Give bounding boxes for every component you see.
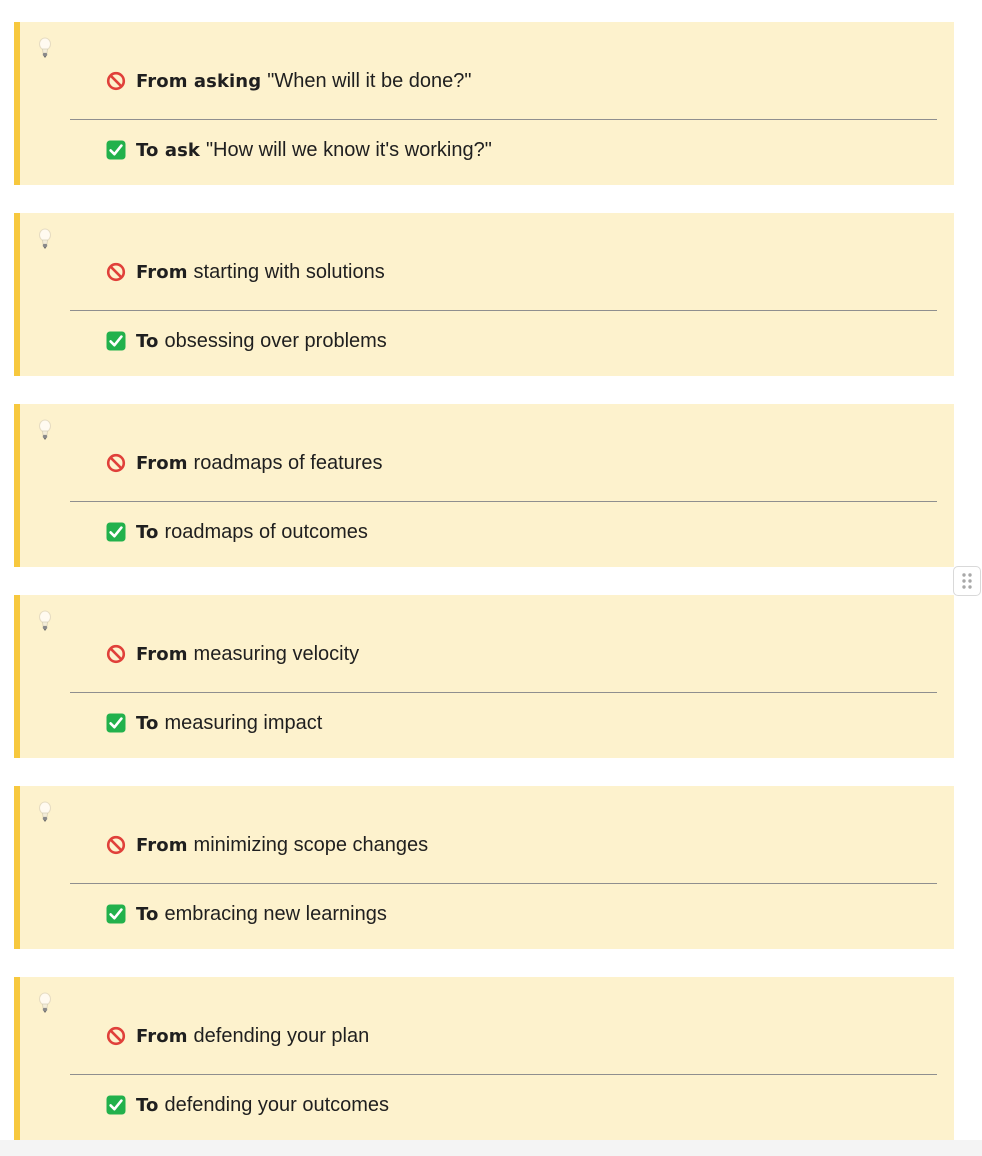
to-keyword: To ask (136, 139, 200, 161)
check-mark-button-icon (106, 522, 126, 542)
from-text: starting with solutions (193, 260, 385, 283)
to-row (106, 327, 387, 355)
to-keyword: To (136, 330, 159, 352)
prohibited-icon (106, 644, 126, 664)
prohibited-icon (106, 262, 126, 282)
to-text: roadmaps of outcomes (164, 520, 368, 543)
to-keyword: To (136, 1094, 159, 1116)
from-row (106, 258, 385, 286)
divider (70, 119, 937, 120)
from-text: "When will it be done?" (267, 69, 472, 92)
to-keyword: To (136, 712, 159, 734)
to-row (106, 709, 322, 737)
from-keyword: From (136, 452, 188, 474)
drag-handle[interactable] (953, 566, 981, 596)
check-mark-button-icon (106, 140, 126, 160)
from-keyword: From (136, 643, 188, 665)
callout-block[interactable] (14, 977, 954, 1140)
to-text: measuring impact (164, 711, 323, 734)
from-keyword: From (136, 834, 188, 856)
prohibited-icon (106, 1026, 126, 1046)
check-mark-button-icon (106, 713, 126, 733)
callout-block[interactable] (14, 786, 954, 949)
to-text: defending your outcomes (164, 1093, 390, 1116)
check-mark-button-icon (106, 904, 126, 924)
to-row (106, 1091, 389, 1119)
prohibited-icon (106, 453, 126, 473)
light-bulb-icon (38, 992, 52, 1014)
callout-block[interactable] (14, 595, 954, 758)
from-row (106, 640, 359, 668)
callout-block[interactable] (14, 213, 954, 376)
divider (70, 692, 937, 693)
from-row (106, 1022, 369, 1050)
divider (70, 1074, 937, 1075)
check-mark-button-icon (106, 331, 126, 351)
from-text: minimizing scope changes (193, 833, 429, 856)
divider (70, 310, 937, 311)
prohibited-icon (106, 835, 126, 855)
from-text: measuring velocity (193, 642, 360, 665)
to-text: "How will we know it's working?" (205, 138, 492, 161)
to-keyword: To (136, 521, 159, 543)
callout-block[interactable] (14, 22, 954, 185)
to-row (106, 518, 368, 546)
from-row (106, 449, 383, 477)
to-text: obsessing over problems (164, 329, 387, 352)
from-keyword: From asking (136, 70, 262, 92)
footer-strip (0, 1140, 982, 1156)
light-bulb-icon (38, 37, 52, 59)
to-keyword: To (136, 903, 159, 925)
from-text: defending your plan (193, 1024, 370, 1047)
to-text: embracing new learnings (164, 902, 387, 925)
from-keyword: From (136, 261, 188, 283)
light-bulb-icon (38, 419, 52, 441)
divider (70, 883, 937, 884)
light-bulb-icon (38, 228, 52, 250)
to-row (106, 136, 492, 164)
to-row (106, 900, 387, 928)
from-keyword: From (136, 1025, 188, 1047)
check-mark-button-icon (106, 1095, 126, 1115)
from-text: roadmaps of features (193, 451, 383, 474)
prohibited-icon (106, 71, 126, 91)
divider (70, 501, 937, 502)
from-row (106, 67, 472, 95)
light-bulb-icon (38, 801, 52, 823)
callout-block[interactable] (14, 404, 954, 567)
drag-handle-icon (954, 567, 980, 595)
light-bulb-icon (38, 610, 52, 632)
from-row (106, 831, 428, 859)
callout-list (14, 22, 954, 1156)
